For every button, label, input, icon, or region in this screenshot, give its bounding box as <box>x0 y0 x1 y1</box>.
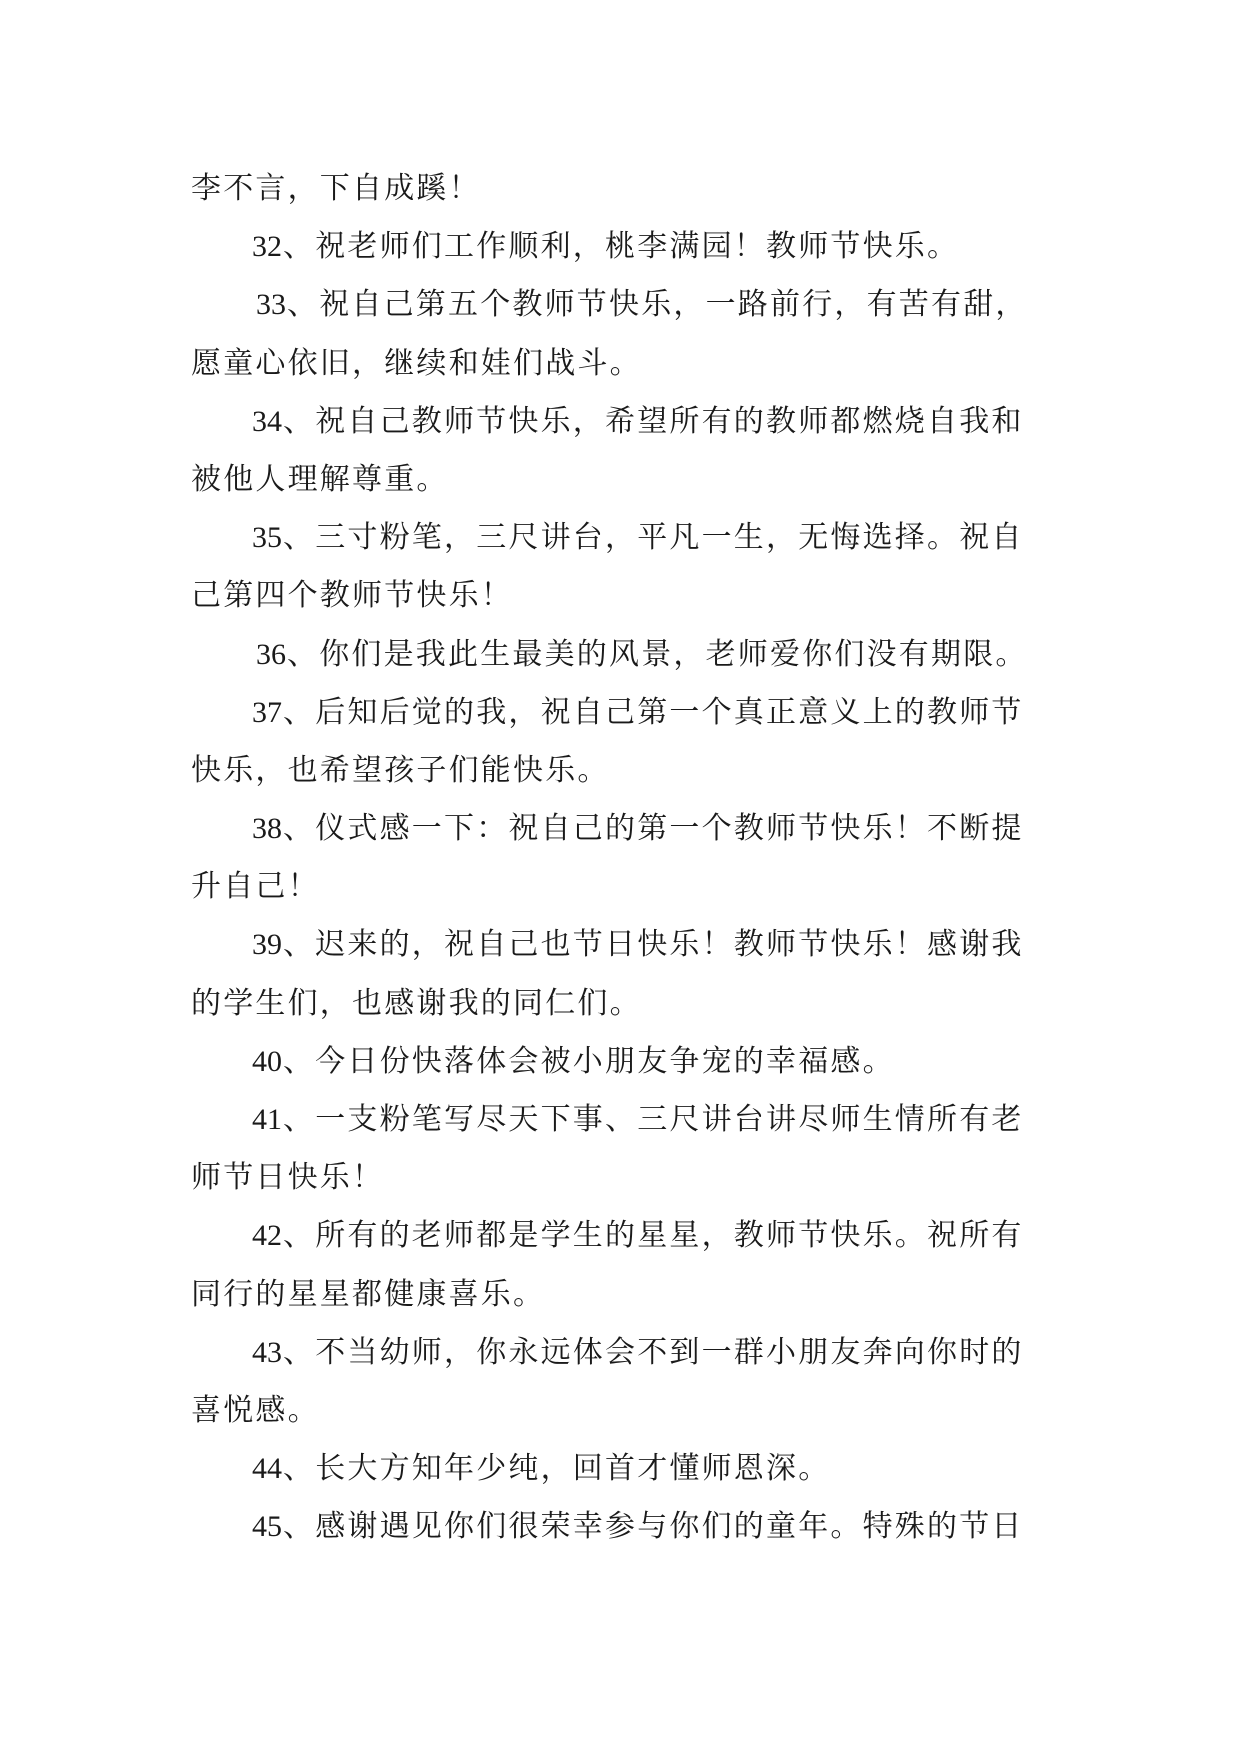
text-line: 33、祝自己第五个教师节快乐，一路前行，有苦有甜， <box>256 287 1028 323</box>
text-line: 愿童心依旧，继续和娃们战斗。 <box>191 345 642 381</box>
text-line: 40、今日份快落体会被小朋友争宠的幸福感。 <box>252 1043 895 1079</box>
text-line: 37、后知后觉的我，祝自己第一个真正意义上的教师节 <box>252 694 1024 730</box>
text-line: 34、祝自己教师节快乐，希望所有的教师都燃烧自我和 <box>252 403 1024 439</box>
text-line: 升自己！ <box>191 869 320 905</box>
text-line: 快乐，也希望孩子们能快乐。 <box>191 752 610 788</box>
text-line: 被他人理解尊重。 <box>191 461 449 497</box>
text-line: 38、仪式感一下：祝自己的第一个教师节快乐！不断提 <box>252 811 1024 847</box>
text-line: 己第四个教师节快乐！ <box>191 578 513 614</box>
text-line: 35、三寸粉笔，三尺讲台，平凡一生，无悔选择。祝自 <box>252 520 1024 556</box>
text-line: 41、一支粉笔写尽天下事、三尺讲台讲尽师生情所有老 <box>252 1102 1024 1137</box>
text-line: 李不言，下自成蹊！ <box>191 171 481 206</box>
text-line: 36、你们是我此生最美的风景，老师爱你们没有期限。 <box>256 636 1028 672</box>
text-line: 同行的星星都健康喜乐。 <box>191 1276 546 1312</box>
document-body <box>190 160 1060 1557</box>
text-line: 师节日快乐！ <box>191 1160 385 1196</box>
text-line: 喜悦感。 <box>191 1392 320 1428</box>
text-line: 43、不当幼师，你永远体会不到一群小朋友奔向你时的 <box>252 1334 1024 1370</box>
text-line: 39、迟来的，祝自己也节日快乐！教师节快乐！感谢我 <box>252 927 1024 963</box>
text-line: 42、所有的老师都是学生的星星，教师节快乐。祝所有 <box>252 1218 1024 1254</box>
text-line: 45、感谢遇见你们很荣幸参与你们的童年。特殊的节日 <box>252 1509 1024 1545</box>
text-line: 的学生们，也感谢我的同仁们。 <box>191 985 642 1021</box>
text-line: 32、祝老师们工作顺利，桃李满园！教师节快乐。 <box>252 229 960 265</box>
text-line: 44、长大方知年少纯，回首才懂师恩深。 <box>252 1451 831 1487</box>
